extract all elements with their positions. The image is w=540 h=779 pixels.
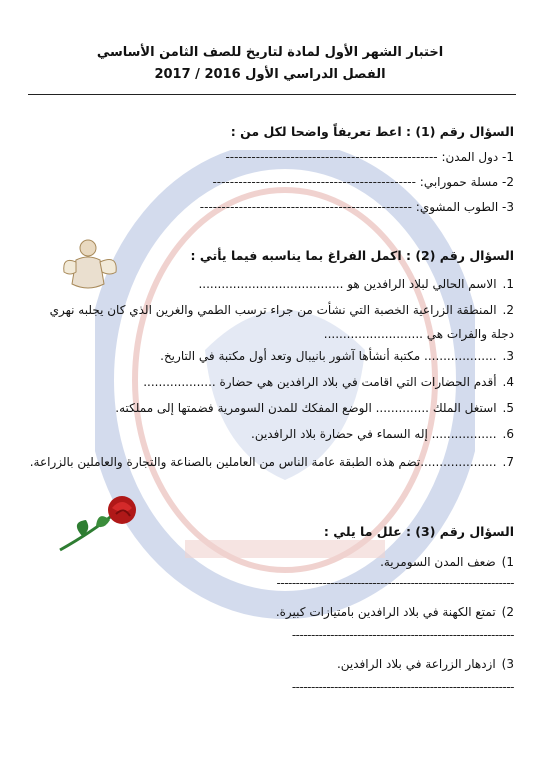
- q3-item-2-answer: [26, 628, 514, 642]
- q2-item-1: [26, 274, 514, 294]
- item-number: 5.: [502, 401, 514, 415]
- item-number: 3.: [502, 349, 514, 363]
- item-text: ازدهار الزراعة في بلاد الرافدين.: [336, 657, 496, 671]
- item-text: ....................تضم هذه الطبقة عامة الناس من العاملين بالصناعة والتجارة والعاملين بالزراعة.: [29, 455, 497, 469]
- q1-title: السؤال رقم (1) : اعط تعريفاً واضحا لكل من :: [230, 124, 514, 139]
- exam-title: اختبار الشهر الأول لمادة لتاريخ للصف الثامن الأساسي: [96, 45, 444, 60]
- q3-item-3-answer: [26, 680, 514, 694]
- q3-item-1: [26, 552, 514, 572]
- item-number: 4.: [502, 375, 514, 389]
- q1-item-3: [26, 200, 514, 214]
- q2-item-5: [26, 398, 514, 418]
- item-text: الاسم الحالي لبلاد الرافدين هو ......................................: [198, 277, 497, 291]
- item-number: 1): [501, 555, 514, 569]
- exam-header: [0, 42, 540, 86]
- q1-item-label: 2- مسلة حمورابي:: [419, 175, 514, 189]
- item-number: 1.: [502, 277, 514, 291]
- q1-item-2: [26, 175, 514, 189]
- item-text: ................. إله السماء في حضارة بلاد الرافدين.: [251, 427, 497, 441]
- answer-blank[interactable]: --------------------------------------------------------------: [276, 576, 514, 590]
- item-text: تمتع الكهنة في بلاد الرافدين بامتيازات كبيرة.: [275, 605, 496, 619]
- answer-blank[interactable]: -----------------------------------------------: [212, 175, 416, 189]
- q2-title: السؤال رقم (2) : اكمل الفراغ بما يناسبه فيما يأتي :: [190, 248, 514, 263]
- exam-subtitle: الفصل الدراسي الأول 2016 / 2017: [154, 67, 386, 82]
- q3-item-1-answer: [26, 576, 514, 590]
- item-number: 7.: [502, 455, 514, 469]
- header-divider: [28, 94, 516, 95]
- q2-item-6: [26, 424, 514, 444]
- q1-item-label: 3- الطوب المشوي:: [415, 200, 514, 214]
- q2-item-3: [26, 346, 514, 366]
- q3-title: السؤال رقم (3) : علل ما يلي :: [323, 524, 514, 539]
- item-number: 2): [501, 605, 514, 619]
- answer-blank[interactable]: ----------------------------------------------------------: [291, 680, 514, 694]
- q1-item-label: 1- دول المدن:: [441, 150, 514, 164]
- item-text: استغل الملك .............. الوضع المفكك للمدن السومرية فضمتها إلى مملكته.: [115, 401, 497, 415]
- answer-blank[interactable]: -------------------------------------------------: [225, 150, 438, 164]
- q2-item-2: [26, 298, 514, 346]
- item-text: أقدم الحضارات التي اقامت في بلاد الرافدين هي حضارة ...................: [143, 375, 497, 389]
- q3-item-2: [26, 602, 514, 622]
- item-number: 3): [501, 657, 514, 671]
- item-number: 6.: [502, 427, 514, 441]
- item-number: 2.: [502, 303, 514, 317]
- answer-blank[interactable]: ----------------------------------------------------------: [291, 628, 514, 642]
- item-text: المنطقة الزراعية الخصبة التي نشأت من جراء ترسب الطمي والغرين الذي كان يجلبه نهري دجلة والفرات هي ..........................: [49, 303, 514, 341]
- q2-item-7: [26, 450, 514, 474]
- answer-blank[interactable]: -------------------------------------------------: [199, 200, 412, 214]
- item-text: ضعف المدن السومرية.: [380, 555, 496, 569]
- item-text: ................... مكتبة أنشأها آشور بانيبال وتعد أول مكتبة في التاريخ.: [160, 349, 497, 363]
- q2-item-4: [26, 372, 514, 392]
- q1-item-1: [26, 150, 514, 164]
- q3-item-3: [26, 654, 514, 674]
